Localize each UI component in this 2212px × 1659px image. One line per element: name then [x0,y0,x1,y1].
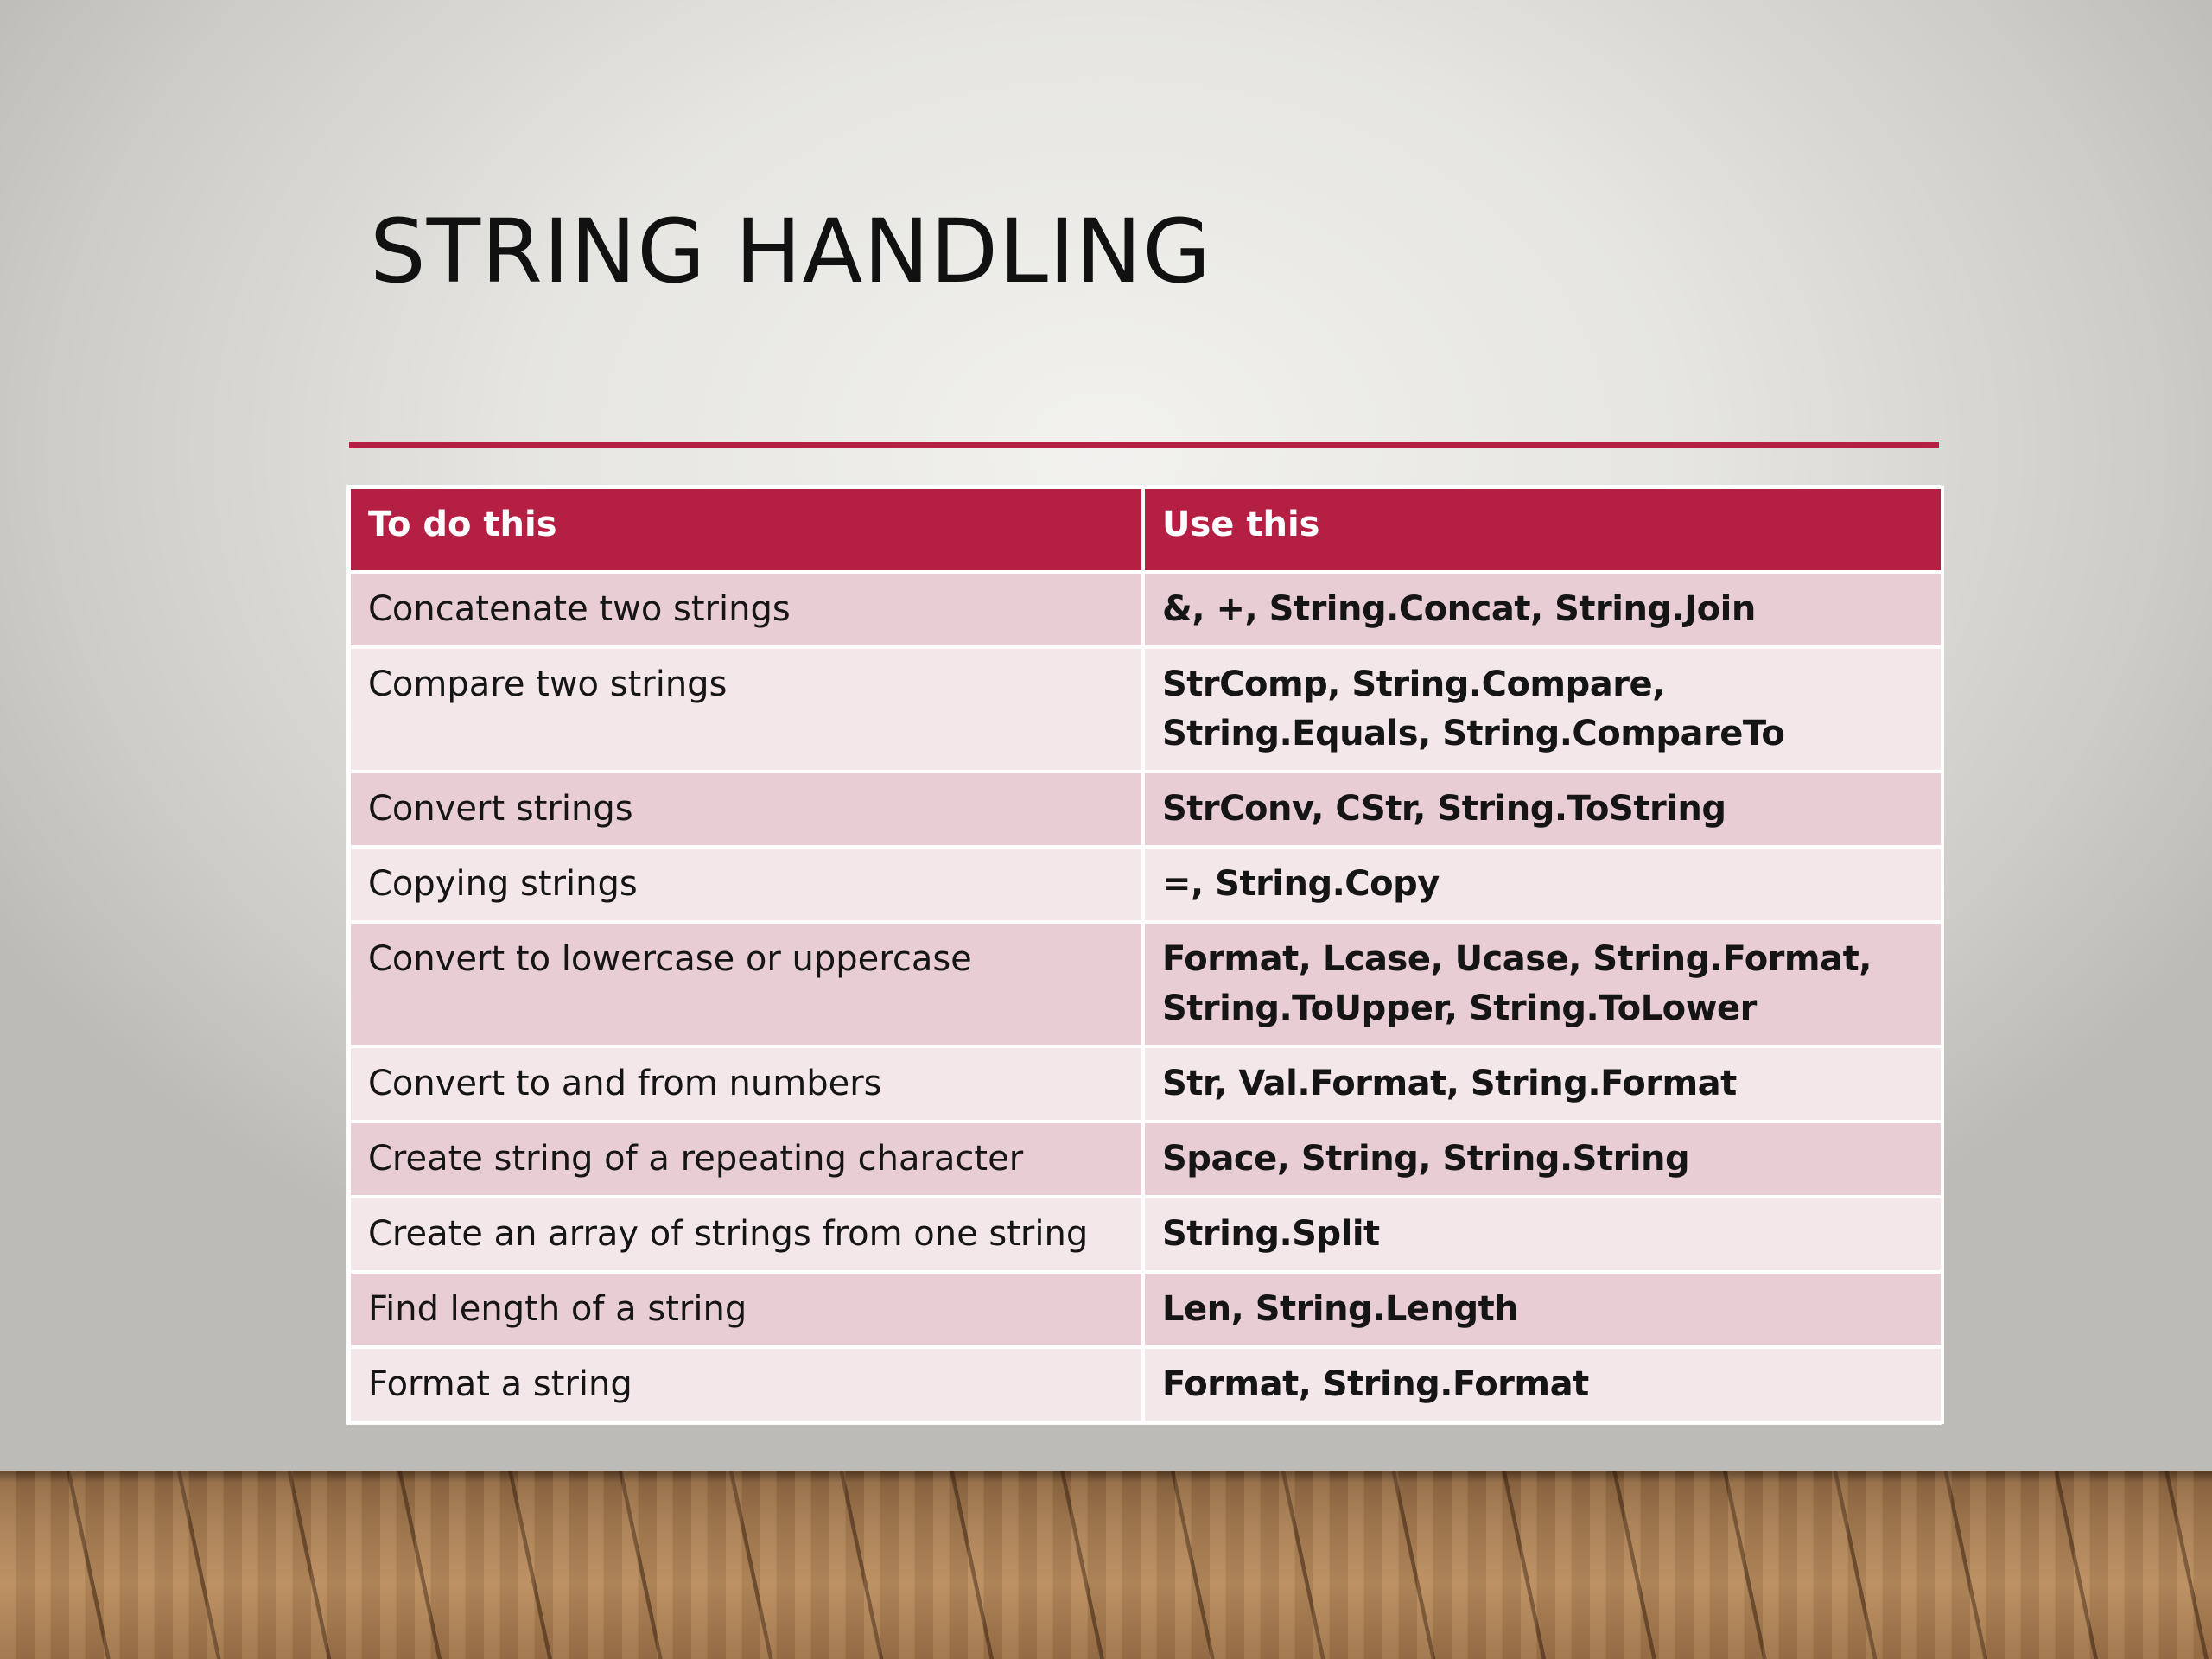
task-cell: Convert to lowercase or uppercase [349,922,1143,1046]
use-cell: String.Split [1143,1197,1942,1272]
table-header-row [349,487,1942,572]
header-use-this: Use this [1143,487,1942,572]
task-cell: Concatenate two strings [349,572,1143,647]
use-cell: Format, String.Format [1143,1347,1942,1422]
task-cell: Find length of a string [349,1272,1143,1347]
table-row [349,647,1942,772]
use-cell: Str, Val.Format, String.Format [1143,1046,1942,1122]
table-row [349,1197,1942,1272]
table-row [349,572,1942,647]
use-cell: Format, Lcase, Ucase, String.Format, String.ToUpper, String.ToLower [1143,922,1942,1046]
task-cell: Compare two strings [349,647,1143,772]
use-cell: Len, String.Length [1143,1272,1942,1347]
wood-floor-background [0,1471,2212,1659]
use-cell: Space, String, String.String [1143,1122,1942,1197]
slide-title: STRING HANDLING [370,200,1212,303]
task-cell: Create an array of strings from one string [349,1197,1143,1272]
table-row [349,1347,1942,1422]
task-cell: Format a string [349,1347,1143,1422]
use-cell: =, String.Copy [1143,847,1942,922]
table-row [349,772,1942,847]
use-cell: StrConv, CStr, String.ToString [1143,772,1942,847]
table-row [349,1272,1942,1347]
task-cell: Copying strings [349,847,1143,922]
task-cell: Convert strings [349,772,1143,847]
table-row [349,1122,1942,1197]
use-cell: StrComp, String.Compare, String.Equals, String.CompareTo [1143,647,1942,772]
string-handling-table [347,486,1941,1424]
task-cell: Create string of a repeating character [349,1122,1143,1197]
task-cell: Convert to and from numbers [349,1046,1143,1122]
header-to-do-this: To do this [349,487,1143,572]
table-row [349,1046,1942,1122]
title-divider [349,442,1939,448]
use-cell: &, +, String.Concat, String.Join [1143,572,1942,647]
table-row [349,922,1942,1046]
table-row [349,847,1942,922]
